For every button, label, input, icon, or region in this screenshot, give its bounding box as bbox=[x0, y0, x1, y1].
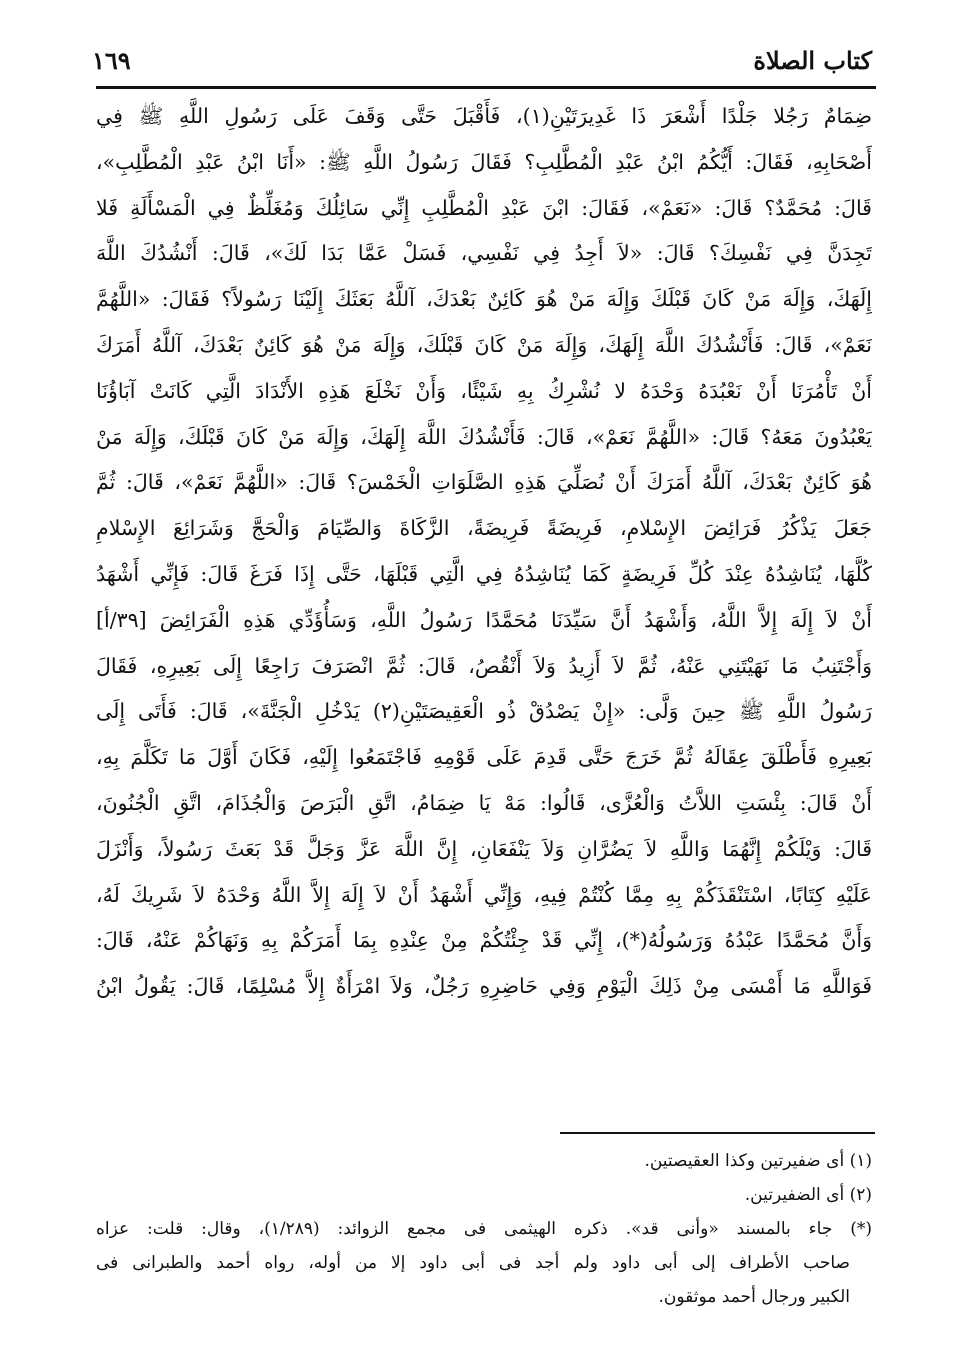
footnote-3-continued: صاحب الأطراف إلى أبى داود ولم أجد فى أبى داود إلا من أوله، رواه أحمد والطبرانى فى bbox=[96, 1253, 850, 1273]
text-line: وَأَنَّ مُحَمَّدًا عَبْدُهُ وَرَسُولُهُ(*)، إِنِّي قَدْ جِئْتُكُمْ مِنْ عِنْدِهِ بِمَا أَمَرَكُمْ بِهِ وَنَهَاكُمْ عَنْهُ، قَالَ: bbox=[96, 928, 872, 953]
footnote-separator bbox=[560, 1132, 875, 1134]
footnote-3: (*) جاء بالمسند «وأنى قد». ذكره الهيثمى فى مجمع الزوائد: (١/٢٨٩)، وقال: قلت: عزاه bbox=[96, 1219, 872, 1239]
text-line: وَأَجْتَنِبُ مَا نَهَيْتَنِي عَنْهُ، ثُمَّ لاَ أَزِيدُ وَلاَ أَنْقُصُ، قَالَ: ثُمَّ انْصَرَفَ رَاجِعًا إِلَى بَعِيرِهِ، فَقَالَ bbox=[96, 653, 872, 678]
text-line: قَالَ: وَيْلَكُمْ إِنَّهُمَا وَاللَّهِ لاَ يَضُرَّانِ وَلاَ يَنْفَعَانِ، إِنَّ اللَّهَ عَزَّ وَجَلَّ قَدْ بَعَثَ رَسُولاً، وَأَنْزَلَ bbox=[96, 836, 872, 861]
footnotes bbox=[96, 1144, 872, 1314]
running-title: كتاب الصلاة bbox=[753, 46, 872, 75]
text-line: تَجِدَنَّ فِي نَفْسِكَ؟ قَالَ: «لاَ أَجِدُ فِي نَفْسِي، فَسَلْ عَمَّا بَدَا لَكَ»، قَالَ: أَنْشُدُكَ اللَّهَ bbox=[96, 241, 872, 266]
text-line: عَلَيْهِ كِتَابًا، اسْتَنْقَذَكُمْ بِهِ مِمَّا كُنْتُمْ فِيهِ، وَإِنِّي أَشْهَدُ أَنْ لاَ إِلَهَ إِلاَّ اللَّهُ وَحْدَهُ لاَ شَرِيكَ لَهُ، bbox=[96, 882, 872, 907]
text-line: كُلَّهَا، يُنَاشِدُهُ عِنْدَ كُلِّ فَرِيضَةٍ كَمَا يُنَاشِدُهُ فِي الَّتِي قَبْلَهَا، حَتَّى إِذَا فَرَغَ قَالَ: فَإِنِّي أَشْهَدُ bbox=[96, 561, 872, 586]
text-line: فَوَاللَّهِ مَا أَمْسَى مِنْ ذَلِكَ الْيَوْمِ وَفِي حَاضِرِهِ رَجُلٌ، وَلاَ امْرَأَةٌ إِلاَّ مُسْلِمًا، قَالَ: يَقُولُ ابْنُ bbox=[96, 974, 872, 999]
text-line: إِلَهَكَ، وَإِلَهَ مَنْ كَانَ قَبْلَكَ وَإِلَهَ مَنْ هُوَ كَائِنٌ بَعْدَكَ، آللَّهُ بَعَثَكَ إِلَيْنَا رَسُولاً؟ فَقَالَ: «اللَّهُمَّ bbox=[96, 287, 872, 312]
footnote-3-continued: الكبير ورجال أحمد موثقون. bbox=[658, 1287, 850, 1307]
page-number: ١٦٩ bbox=[92, 46, 131, 75]
text-line: جَعَلَ يَذْكُرُ فَرَائِضَ الإِسْلامِ، فَرِيضَةً فَرِيضَةً، الزَّكَاةَ وَالصِّيَامَ وَالْحَجَّ وَشَرَائِعَ الإِسْلامِ bbox=[96, 516, 872, 541]
text-line: نَعَمْ»، قَالَ: فَأَنْشُدُكَ اللَّهَ إِلَهَكَ، وَإِلَهَ مَنْ كَانَ قَبْلَكَ، وَإِلَهَ مَنْ هُوَ كَائِنٌ بَعْدَكَ، آللَّهُ أَمَرَكَ bbox=[96, 332, 872, 357]
text-line: أَنْ قَالَ: بِئْسَتِ اللاَّتُ وَالْعُزَّى، قَالُوا: مَهْ يَا ضِمَامُ، اتَّقِ الْبَرَصَ وَالْجُذَامَ، اتَّقِ الْجُنُونَ، bbox=[96, 790, 872, 815]
header-rule bbox=[96, 86, 876, 89]
text-line: هُوَ كَائِنٌ بَعْدَكَ، آللَّهُ أَمَرَكَ أَنْ نُصَلِّيَ هَذِهِ الصَّلَوَاتِ الْخَمْسَ؟ قَالَ: «اللَّهُمَّ نَعَمْ»، قَالَ: ثُمَّ bbox=[96, 470, 872, 495]
text-line: أَصْحَابِهِ، فَقَالَ: أَيُّكُمُ ابْنُ عَبْدِ الْمُطَّلِبِ؟ فَقَالَ رَسُولُ اللَّهِ ﷺ: «أَنَا ابْنُ عَبْدِ الْمُطَّلِبِ»، bbox=[96, 149, 872, 174]
page-header bbox=[92, 44, 872, 84]
footnote-2: (٢) أى الضفيرتين. bbox=[744, 1185, 872, 1205]
text-line: قَالَ: مُحَمَّدٌ؟ قَالَ: «نَعَمْ»، فَقَالَ: ابْنَ عَبْدِ الْمُطَّلِبِ إِنِّي سَائِلُكَ وَمُغَلِّظٌ فِي الْمَسْأَلَةِ فَلا bbox=[96, 195, 872, 220]
footnote-1: (١) أى ضفيرتين وكذا العقيصتين. bbox=[644, 1151, 872, 1171]
text-line: يَعْبُدُونَ مَعَهُ؟ قَالَ: «اللَّهُمَّ نَعَمْ»، قَالَ: فَأَنْشُدُكَ اللَّهَ إِلَهَكَ، وَإِلَهَ مَنْ كَانَ قَبْلَكَ، وَإِلَهَ مَنْ bbox=[96, 424, 872, 449]
text-line: أَنْ تَأْمُرَنَا أَنْ نَعْبُدَهُ وَحْدَهُ لا نُشْرِكُ بِهِ شَيْئًا، وَأَنْ نَخْلَعَ هَذِهِ الأَنْدَادَ الَّتِي كَانَتْ آبَاؤُنَا bbox=[96, 378, 872, 403]
text-line: رَسُولُ اللَّهِ ﷺ حِينَ وَلَّى: «إِنْ يَصْدُقْ ذُو الْعَقِيصَتَيْنِ(٢) يَدْخُلِ الْجَنَّةَ»، قَالَ: فَأَتَى إِلَى bbox=[96, 699, 872, 724]
text-line: ضِمَامٌ رَجُلا جَلْدًا أَشْعَرَ ذَا غَدِيرَتَيْنِ(١)، فَأَقْبَلَ حَتَّى وَقَفَ عَلَى رَسُولِ اللَّهِ ﷺ فِي bbox=[96, 104, 872, 128]
text-line: أَنْ لاَ إِلَهَ إِلاَّ اللَّهُ، وَأَشْهَدُ أَنَّ سَيِّدَنَا مُحَمَّدًا رَسُولُ اللَّهِ، وَسَأُؤَدِّي هَذِهِ الْفَرَائِضَ [٣٩/أ] bbox=[96, 607, 872, 632]
main-text bbox=[96, 94, 872, 1010]
text-line: بَعِيرِهِ فَأَطْلَقَ عِقَالَهُ ثُمَّ خَرَجَ حَتَّى قَدِمَ عَلَى قَوْمِهِ فَاجْتَمَعُوا إِلَيْهِ، فَكَانَ أَوَّلَ مَا تَكَلَّمَ بِهِ، bbox=[96, 745, 872, 770]
